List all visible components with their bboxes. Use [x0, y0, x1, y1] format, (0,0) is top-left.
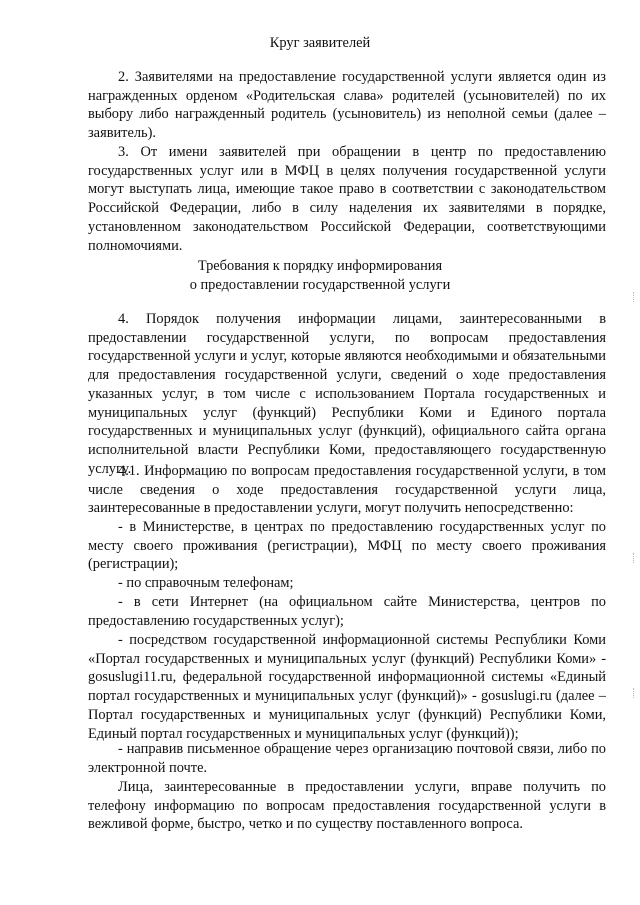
list-item-portal: - посредством государственной информационной системы Республики Коми «Портал государственных и муниципальных услуг (функций) Республики Коми» - gosuslugi11.ru, федеральной государственной информационной системы «Единый портал государственных и муниципальных услуг (функций)» - gosuslugi.ru (далее – Портал государственных и муниципальных услуг (функций) Республики Коми, Единый портал государственных и муниципальных услуг (функций)); [88, 632, 606, 742]
paragraph-2: 2. Заявителями на предоставление государственной услуги является один из награжденных орденом «Родительская слава» родителей (усыновителей) по их выбору либо награжденный родитель (усыновитель) из неполной семьи (далее – заявитель). [88, 69, 606, 142]
section-title-informing-line2: о предоставлении государственной услуги [189, 277, 451, 293]
section-title-informing-line1: Требования к порядку информирования [197, 258, 443, 274]
scan-edge-mark [632, 553, 634, 563]
list-item-phones: - по справочным телефонам; [118, 575, 294, 591]
section-title-applicants: Круг заявителей [269, 35, 371, 51]
paragraph-phone-info: Лица, заинтересованные в предоставлении услуги, вправе получить по телефону информацию по вопросам предоставления государственной услуги в вежливой форме, быстро, четко и по существу поставленного вопроса. [88, 779, 606, 833]
paragraph-4: 4. Порядок получения информации лицами, заинтересованными в предоставлении государственной услуги, по вопросам предоставления государственной услуги и услуг, которые являются необходимыми и обязательными для предоставления государственной услуги, сведений о ходе предоставления указанных услуг, в том числе с использованием Портала государственных и муниципальных услуг (функций) Республики Коми и Единого портала государственных и муниципальных услуг (функций), официального сайта органа исполнительной власти Республики Коми, предоставляющего государственную услугу. [88, 311, 606, 477]
paragraph-3: 3. От имени заявителей при обращении в центр по предоставлению государственных услуг или в МФЦ в целях получения государственной услуги могут выступать лица, имеющие такое право в соответствии с законодательством Российской Федерации, либо в силу наделения их заявителями в порядке, установленном законодательством Российской Федерации, соответствующими полномочиями. [88, 144, 606, 254]
list-item-mail: - направив письменное обращение через организацию почтовой связи, либо по электронной почте. [88, 741, 606, 776]
paragraph-4-1: 4.1. Информацию по вопросам предоставления государственной услуги, в том числе сведения о ходе предоставления государственной услуги лица, заинтересованные в предоставлении услуги, могут получить непосредственно: [88, 463, 606, 517]
scan-edge-mark [632, 292, 634, 302]
list-item-ministry: - в Министерстве, в центрах по предоставлению государственных услуг по месту своего проживания (регистрации), МФЦ по месту своего проживания (регистрации); [88, 519, 606, 573]
list-item-internet: - в сети Интернет (на официальном сайте Министерства, центров по предоставлению государственных услуг); [88, 594, 606, 629]
scan-edge-mark [632, 688, 634, 698]
